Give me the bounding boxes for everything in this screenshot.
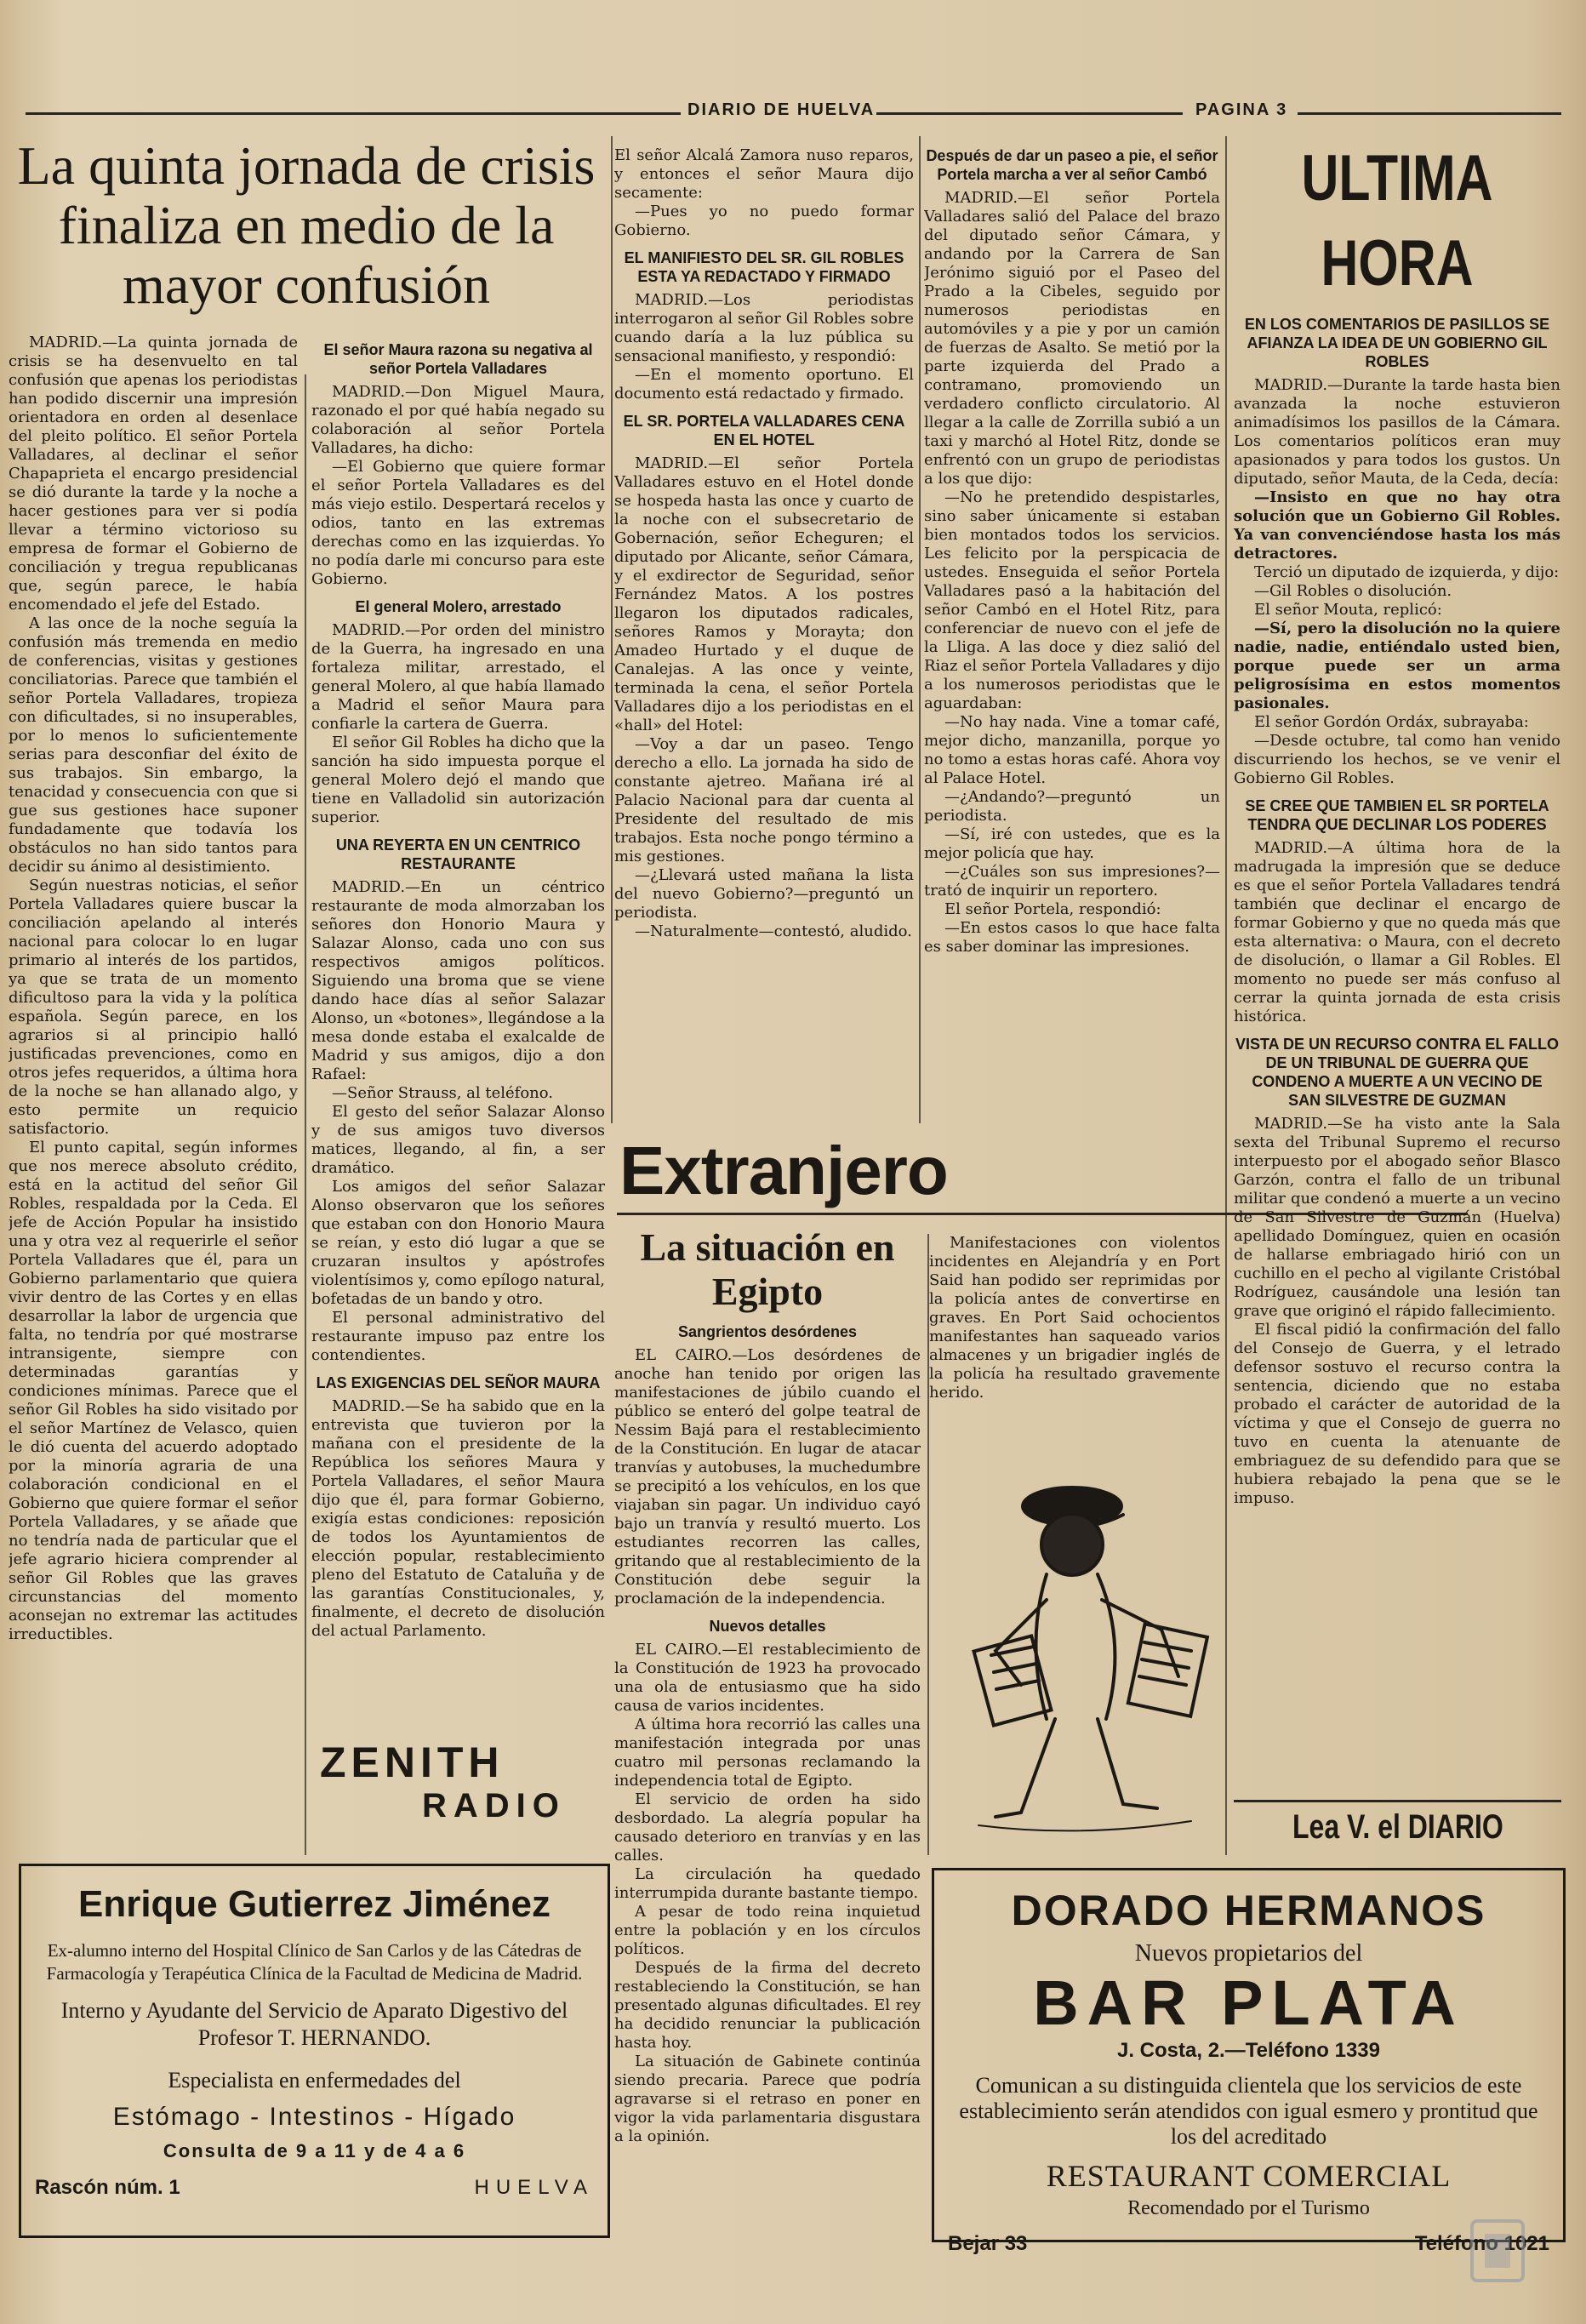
header-rule-left [26,112,681,115]
reyerta-headline: UNA REYERTA EN UN CENTRICO RESTAURANTE [335,837,581,872]
pasillos-headline: EN LOS COMENTARIOS DE PASILLOS SE AFIANZA LA IDEA DE UN GOBIERNO GIL ROBLES [1244,316,1550,370]
doctor-ad: Enrique Gutierrez Jiménez Ex-alumno interno del Hospital Clínico de San Carlos y de las Cátedras de Farmacología y Terapéutica Clínica de la Facultad de Medicina de Madrid. Interno y Ayudante del Servicio de Aparato Digestivo del Profesor T. HERNANDO. Especialista en enfermedades del Estómago - Intestinos - Hígado Consulta de 9 a 11 y de 4 a 6 Rascón núm. 1 HUELVA [19,1864,610,2238]
paseo-headline: Después de dar un paseo a pie, el señor Portela marcha a ver al señor Cambó [926,147,1218,183]
paseo-article: MADRID.—El señor Portela Valladares salió del Palace del brazo del diputado señor Cámara, y andando por la Carrera de San Jerónimo siguió por el Paseo del Prado a la Cibeles, seguido por numerosos periodistas en automóviles y a pie y por un camión de fuerzas de Asalto. Se metió por la parte izquierda del Prado a contramano, promoviendo un verdadero conflicto circulatorio. Al llegar a la calle de Zorrilla subió a un taxi y marchó al Hotel Ritz, donde se enfrentó con un grupo de periodistas a los que dijo: —No he pretendido despistarles, sino saber únicamente si estaban bien montados todos los servicios. Les felicito por la perspicacia de ustedes. Enseguida el señor Portela Valladares pasó a la habitación del señor Cambó en el Hotel Ritz, para conferenciar de nuevo con el jefe de la Lliga. A las doce y diez salió del Riaz el señor Portela Valladares y dijo a los numerosos periodistas que le aguardaban: —No hay nada. Vine a tomar café, mejor dicho, manzanilla, porque yo no tomo a estas horas café. Ahora voy al Palace Hotel. —¿Andando?—preguntó un periodista. —Sí, iré con ustedes, que es la mejor policía que hay. —¿Cuáles son sus impresiones?—trató de inquirir un reportero. El señor Portela, respondió: —En estos casos lo que hace falta es saber dominar las impresiones. [924,189,1220,956]
page-number: PAGINA 3 [1195,100,1288,119]
zenith-logo: ZENITH [320,1739,505,1786]
column-divider [919,136,921,1123]
zenith-radio-ad [311,1727,605,1855]
library-stamp-icon [1446,2213,1574,2315]
column-4 [924,146,1220,1116]
egypt-article-1: EL CAIRO.—Los desórdenes de anoche han tenido por origen las manifestaciones de júbilo cuando el público se enteró del golpe teatral de Nessim Bajá para el restablecimiento de la Constitución. En lugar de atacar tranvías y autobuses, la muchedumbre se precipitó a los vehículos, en los que viajaban sin pagar. Un individuo cayó bajo un tranvía y resultó muerto. Los estudiantes recorren las calles, gritando que al restablecimiento de la Constitución debe seguir la proclamación de la independencia. [614,1346,921,1607]
recurso-article: MADRID.—Se ha visto ante la Sala sexta del Tribunal Supremo el recurso interpuesto por el abogado señor Blasco Garzón, contra el fallo de un tribunal militar que condenó a muerte a un vecino de San Silvestre de Guzmán (Huelva) apellidado Domínguez, quien en ocasión de hallarse embriagado hirió con un cuchillo en el pecho al vigilante Cristóbal Rodríguez, causándole una lesión tan grave que originó el rápido fallecimiento. El fiscal pidió la confirmación del fallo del Consejo de Guerra, y el letrado defensor sostuvo el recurso contra la sentencia, diciendo que no estaba probado el carácter de autoridad de la víctima y que el Consejo de guerra no tuvo en cuenta la atenuante de embriaguez de su defendido para que se hubiera rebajado la pena que se le impuso. [1234,1115,1560,1507]
lea-diario-slogan: Lea V. el DIARIO [1292,1808,1503,1846]
egypt-article-3: Manifestaciones con violentos incidentes en Alejandría y en Port Said han podido ser reprimidas por la policía antes de convertirse en graves. En Port Said ochocientos manifestantes han saqueado varios almacenes y un brigadier inglés de la policía ha resultado gravemente herido. [929,1234,1220,1402]
recurso-headline: VISTA DE UN RECURSO CONTRA EL FALLO DE UN TRIBUNAL DE GUERRA QUE CONDENO A MUERTE A UN VECINO DE SAN SILVESTRE DE GUZMAN [1235,1036,1559,1109]
portela-declinar-article: MADRID.—A última hora de la madrugada la impresión que se deduce es que el señor Portela Valladares tendrá también que declinar el encargo de formar Gobierno y que no queda más que esta alternativa: o Maura, con el decreto de disolución, o llamar a Gil Robles. El momento no puede ser más confuso al cerrar la quinta jornada de esta crisis histórica. [1234,839,1560,1025]
doctor-address: Rascón núm. 1 [35,2176,180,2199]
newsboy-illustration [944,1472,1217,1847]
lead-article-body: MADRID.—La quinta jornada de crisis se ha desenvuelto en tal confusión que apenas los periodistas han podido discernir una impresión orientadora en orden al desenlace del pleito político. El señor Portela Valladares, al declinar el señor Chapaprieta el encargo presidencial se dió durante la tarde y la noche a hacer gestiones para ver si podía llevar a término victorioso su empresa de formar el Gobierno de conciliación y tregua republicanas que, según parece, le había encomendado el jefe del Estado. A las once de la noche seguía la confusión más tremenda en medio de conferencias, visitas y gestiones conciliatorias. Parece que también el señor Portela Valladares, tropieza con dificultades, si no insuperables, por lo menos lo suficientemente serias para desconfiar del éxito de sus trabajos. Sin embargo, la tenacidad y consecuencia con que si gue sus gestiones hace suponer fundadamente que todavía los obstáculos no han sido tantos para decidir su ánimo al desistimiento. Según nuestras noticias, el señor Portela Valladares quiere buscar la conciliación apelando al interés nacional para colocar lo en lugar primario al interés de los partidos, ya que se trata de un momento dificultoso para la vida y la política española. Según parece, en los agrarios si al principio halló justificadas prevenciones, como en otros jefes requeridos, a última hora de la noche se han allanado algo, y esto permite un requicio satisfactorio. El punto capital, según informes que nos merece absoluto crédito, está en la actitud del señor Gil Robles, respaldada por la Ceda. El jefe de Acción Popular ha insistido una y otra vez al requerirle el señor Portela Valladares que él, para un Gobierno parlamentario que quiera vivir dentro de las Cortes y en ellas desarrollar la labor de urgencia que falta, no tendría por qué mostrarse intransigente, siempre con determinadas garantías y condiciones mínimas. Parece que el señor Gil Robles ha sido visitado por el señor Martínez de Velasco, quien le dió cuenta del acuerdo adoptado por la minoría agraria de una colaboración condicional en el Gobierno que quiere formar el señor Portela Valladares, y se añade que no tendría nada de particular que el jefe agrario hiciera comprender al señor Gil Robles que las graves circunstancias del momento aconsejan no extremar las actitudes irreductibles. [9,334,298,1643]
ultima-hora-column [1227,136,1560,1847]
slogan-rule [1234,1800,1561,1802]
maura-article: MADRID.—Don Miguel Maura, razonado el por qué había negado su colaboración al señor Portela Valladares, ha dicho: —El Gobierno que quiere formar el señor Portela Valladares es del más viejo estilo. Despertará recelos y odios, tanto en las extremas derechas como en las izquierdas. Yo no podía darle mi concurso para este Gobierno. [311,383,605,588]
column-divider [611,136,613,1123]
header-rule-mid [876,112,1183,115]
bar-plata-name: BAR PLATA [1033,1967,1464,2038]
molero-article: MADRID.—Por orden del ministro de la Guerra, ha ingresado en una fortaleza militar, arrestado, el general Molero, al que había llamado a Madrid el señor Maura para confiarle la cartera de Guerra. El señor Gil Robles ha dicho que la sanción ha sido impuesta porque el general Molero dejó el mando que tiene en Valladolid sin autorización superior. [311,621,605,826]
doctor-name: Enrique Gutierrez Jiménez [77,1883,551,1925]
portela-hotel-headline: EL SR. PORTELA VALLADARES CENA EN EL HOTEL [623,413,905,448]
paper-name: DIARIO DE HUELVA [687,100,876,119]
reyerta-article: MADRID.—En un céntrico restaurante de moda almorzaban los señores don Honorio Maura y Salazar Alonso, cada uno con sus respectivos amigos políticos. Siguiendo una broma que se viene dando hace días al señor Salazar Alonso, un «botones», llegándose a la mesa donde estaba el exalcalde de Madrid y sus amigos, dijo a don Rafael: —Señor Strauss, al teléfono. El gesto del señor Salazar Alonso y de sus amigos tuvo diversos matices, llegando, al fin, a ser dramático. Los amigos del señor Salazar Alonso observaron que los señores que estaban con don Honorio Maura se reían, y esto dió lugar a que se cruzaran insultos y apóstrofes violentísimos y, como epílogo natural, bofetadas de un bando y otro. El personal administrativo del restaurante impuso paz entre los contendientes. [311,878,605,1364]
maura-headline: El señor Maura razona su negativa al señor Portela Valladares [323,341,593,377]
molero-headline: El general Molero, arrestado [355,598,562,615]
column-divider [305,374,306,1855]
column-3 [614,146,914,1116]
bar-plata-ad: DORADO HERMANOS Nuevos propietarios del BAR PLATA J. Costa, 2.—Teléfono 1339 Comunican a su distinguida clientela que los servicios de este establecimiento serán atendidos con igual esmero y prontitud que los del acreditado RESTAURANT COMERCIAL Recomendado por el Turismo Bejar 33 Teléfono 1021 [932,1868,1566,2242]
portela-declinar-headline: SE CREE QUE TAMBIEN EL SR PORTELA TENDRA QUE DECLINAR LOS PODERES [1245,797,1549,833]
dorado-hermanos: DORADO HERMANOS [1011,1887,1486,1934]
header-rule-right [1298,112,1561,115]
exigencias-continuation: El señor Alcalá Zamora nuso reparos, y entonces el señor Maura dijo secamente: —Pues yo no puedo formar Gobierno. [614,146,914,239]
manifiesto-headline: EL MANIFIESTO DEL SR. GIL ROBLES ESTA YA REDACTADO Y FIRMADO [624,249,904,285]
radio-logo: RADIO [422,1787,566,1824]
restaurant-comercial: RESTAURANT COMERCIAL [1046,2159,1452,2193]
exigencias-headline: LAS EXIGENCIAS DEL SEÑOR MAURA [316,1374,601,1391]
exigencias-article: MADRID.—Se ha sabido que en la entrevista que tuvieron por la mañana con el presidente de la República los señores Maura y Portela Valladares, el señor Maura dijo que él, para formar Gobierno, exigía estas condiciones: reposición de todos los Ayuntamientos de elección popular, restablecimiento pleno del Estatuto de Cataluña y de las garantías Constitucionales, y, finalmente, el decreto de disolución del actual Parlamento. [311,1397,605,1640]
doctor-city: HUELVA [474,2176,594,2199]
extranjero-section-title: Extranjero [619,1133,948,1208]
egypt-headline: La situación en Egipto [640,1225,895,1313]
column-2 [311,334,605,1712]
egypt-column [614,1225,921,2268]
portela-hotel-article: MADRID.—El señor Portela Valladares estuvo en el Hotel donde se hospeda hasta las once y cuarto de la noche con el subsecretario de Gobernación, señor Echeguren; el diputado por Alicante, señor Cámara, y el exdirector de Seguridad, señor Fernández Matos. A los postres llegaron los diputados radicales, señores Ramos y Morayta; don Amadeo Hurtado y el duque de Canalejas. A las once y veinte, terminada la cena, el señor Portela Valladares dijo a los periodistas en el «hall» del Hotel: —Voy a dar un paseo. Tengo derecho a ello. La jornada ha sido de constante ajetreo. Mañana iré al Palacio Nacional para dar cuenta al Presidente del resultado de mis trabajos. Esta noche pongo término a mis gestiones. —¿Llevará usted mañana la lista del nuevo Gobierno?—preguntó un periodista. —Naturalmente—contestó, aludido. [614,454,914,940]
manifiesto-article: MADRID.—Los periodistas interrogaron al señor Gil Robles sobre cuando daría a la luz pública su sensacional manifiesto, y respondió: —En el momento oportuno. El documento está redactado y firmado. [614,291,914,403]
ultima-hora-title: ULTIMA HORA [1301,142,1493,300]
egypt-sub1: Sangrientos desórdenes [677,1323,858,1340]
lead-headline: La quinta jornada de crisis finaliza en medio de la mayor confusión [17,136,596,315]
egypt-article-2: EL CAIRO.—El restablecimiento de la Constitución de 1923 ha provocado una ola de entusiasmo que ha sido causa de varios incidentes. A última hora recorrió las calles una manifestación integrada por unas cuatro mil personas reclamando la independencia total de Egipto. El servicio de orden ha sido desbordado. La alegría popular ha causado deterioro en tranvías y en las calles. La circulación ha quedado interrumpida durante bastante tiempo. A pesar de todo reina inquietud entre la población y en los círculos políticos. Después de la firma del decreto restableciendo la Constitución, se han presentado algunas dificultades. El rey ha decidido renunciar la publicación hasta hoy. La situación de Gabinete continúa siendo precaria. Parece que podría agravarse si el retraso en poner en vigor la vida parlamentaria disgustara a la opinión. [614,1641,921,2145]
pasillos-article: MADRID.—Durante la tarde hasta bien avanzada la noche estuvieron animadísimos los pasillos de la Cámara. Los comentarios políticos eran muy apasionados y para todos los gustos. Un diputado, señor Mauta, de la Ceda, decía: —Insisto en que no hay otra solución que un Gobierno Gil Robles. Ya van convenciéndose hasta los más detractores. Terció un diputado de izquierda, y dijo: —Gil Robles o disolución. El señor Mouta, replicó: —Sí, pero la disolución no la quiere nadie, nadie, entiéndalo usted bien, porque puede ser un arma peligrosísima en estos momentos pasionales. El señor Gordón Ordáx, subrayaba: —Desde octubre, tal como han venido discurriendo los hechos, se ve venir el Gobierno Gil Robles. [1234,376,1560,787]
egypt-sub2: Nuevos detalles [709,1618,826,1635]
